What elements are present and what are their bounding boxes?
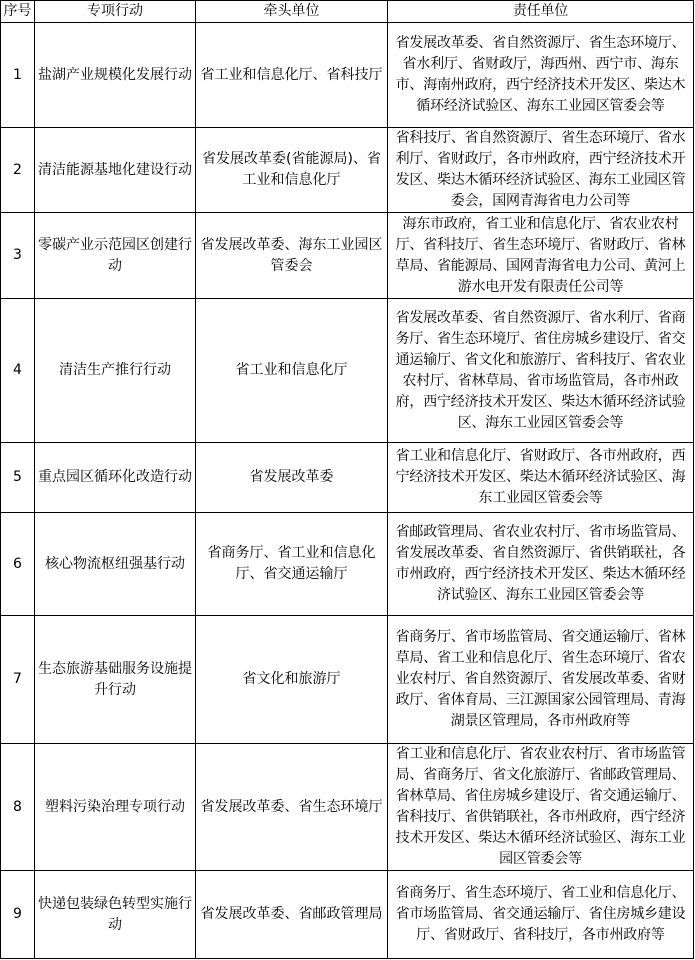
lead-unit: 省发展改革委(省能源局)、省工业和信息化厅 (196, 128, 388, 213)
table-row (1, 299, 694, 443)
header-no: 序号 (1, 1, 35, 23)
lead-unit: 省发展改革委 (196, 443, 388, 513)
table-row (1, 616, 694, 744)
table-row (1, 744, 694, 871)
row-number: 3 (1, 213, 35, 299)
action-name: 塑料污染治理专项行动 (35, 744, 196, 871)
responsible-units: 省商务厅、省生态环境厅、省工业和信息化厅、省市场监管局、省交通运输厅、省住房城乡建设厅、省财政厅、省科技厅，各市州政府等 (388, 871, 694, 959)
lead-unit: 省发展改革委、海东工业园区管委会 (196, 213, 388, 299)
row-number: 9 (1, 871, 35, 959)
table-row (1, 23, 694, 128)
row-number: 2 (1, 128, 35, 213)
row-number: 6 (1, 513, 35, 616)
row-number: 4 (1, 299, 35, 443)
row-number: 7 (1, 616, 35, 744)
table-row (1, 871, 694, 959)
table-row (1, 213, 694, 299)
lead-unit: 省工业和信息化厅、省科技厅 (196, 23, 388, 128)
responsible-units: 省商务厅、省市场监管局、省交通运输厅、省林草局、省工业和信息化厅、省生态环境厅、省农业农村厅、省自然资源厅、省发展改革委、省财政厅、省体育局、三江源国家公园管理局、青海湖景区管理局，各市州政府等 (388, 616, 694, 744)
action-name: 清洁生产推行行动 (35, 299, 196, 443)
lead-unit: 省发展改革委、省生态环境厅 (196, 744, 388, 871)
responsible-units: 海东市政府，省工业和信息化厅、省农业农村厅、省科技厅、省生态环境厅、省财政厅、省林草局、省能源局、国网青海省电力公司、黄河上游水电开发有限责任公司等 (388, 213, 694, 299)
row-number: 5 (1, 443, 35, 513)
lead-unit: 省发展改革委、省邮政管理局 (196, 871, 388, 959)
table-row (1, 513, 694, 616)
responsible-units: 省工业和信息化厅、省财政厅、各市州政府，西宁经济技术开发区、柴达木循环经济试验区、海东工业园区管委会等 (388, 443, 694, 513)
action-name: 重点园区循环化改造行动 (35, 443, 196, 513)
action-name: 快递包装绿色转型实施行动 (35, 871, 196, 959)
responsible-units: 省发展改革委、省自然资源厅、省水利厅、省商务厅、省生态环境厅、省住房城乡建设厅、省交通运输厅、省文化和旅游厅、省科技厅、省农业农村厅、省林草局、省市场监管局，各市州政府，西宁经济技术开发区、柴达木循环经济试验区、海东工业园区管委会等 (388, 299, 694, 443)
responsible-units: 省邮政管理局、省农业农村厅、省市场监管局、省发展改革委、省自然资源厅、省供销联社，各市州政府，西宁经济技术开发区、柴达木循环经济试验区、海东工业园区管委会等 (388, 513, 694, 616)
header-row (1, 1, 694, 23)
table-row (1, 128, 694, 213)
responsible-units: 省科技厅、省自然资源厅、省生态环境厅、省水利厅、省财政厅，各市州政府，西宁经济技术开发区、柴达木循环经济试验区、海东工业园区管委会，国网青海省电力公司等 (388, 128, 694, 213)
action-name: 清洁能源基地化建设行动 (35, 128, 196, 213)
responsible-units: 省工业和信息化厅、省农业农村厅、省市场监管局、省商务厅、省文化旅游厅、省邮政管理局、省林草局、省住房城乡建设厅、省交通运输厅、省科技厅、省供销联社，各市州政府，西宁经济技术开发区、柴达木循环经济试验区、海东工业园区管委会等 (388, 744, 694, 871)
row-number: 1 (1, 23, 35, 128)
lead-unit: 省商务厅、省工业和信息化厅、省交通运输厅 (196, 513, 388, 616)
action-name: 零碳产业示范园区创建行动 (35, 213, 196, 299)
action-name: 盐湖产业规模化发展行动 (35, 23, 196, 128)
header-resp: 责任单位 (388, 1, 694, 23)
lead-unit: 省文化和旅游厅 (196, 616, 388, 744)
action-name: 核心物流枢纽强基行动 (35, 513, 196, 616)
responsible-units: 省发展改革委、省自然资源厅、省生态环境厅、省水利厅、省财政厅，海西州、西宁市、海东市、海南州政府，西宁经济技术开发区、柴达木循环经济试验区、海东工业园区管委会等 (388, 23, 694, 128)
lead-unit: 省工业和信息化厅 (196, 299, 388, 443)
header-action: 专项行动 (35, 1, 196, 23)
action-name: 生态旅游基础服务设施提升行动 (35, 616, 196, 744)
row-number: 8 (1, 744, 35, 871)
header-lead: 牵头单位 (196, 1, 388, 23)
table-row (1, 443, 694, 513)
